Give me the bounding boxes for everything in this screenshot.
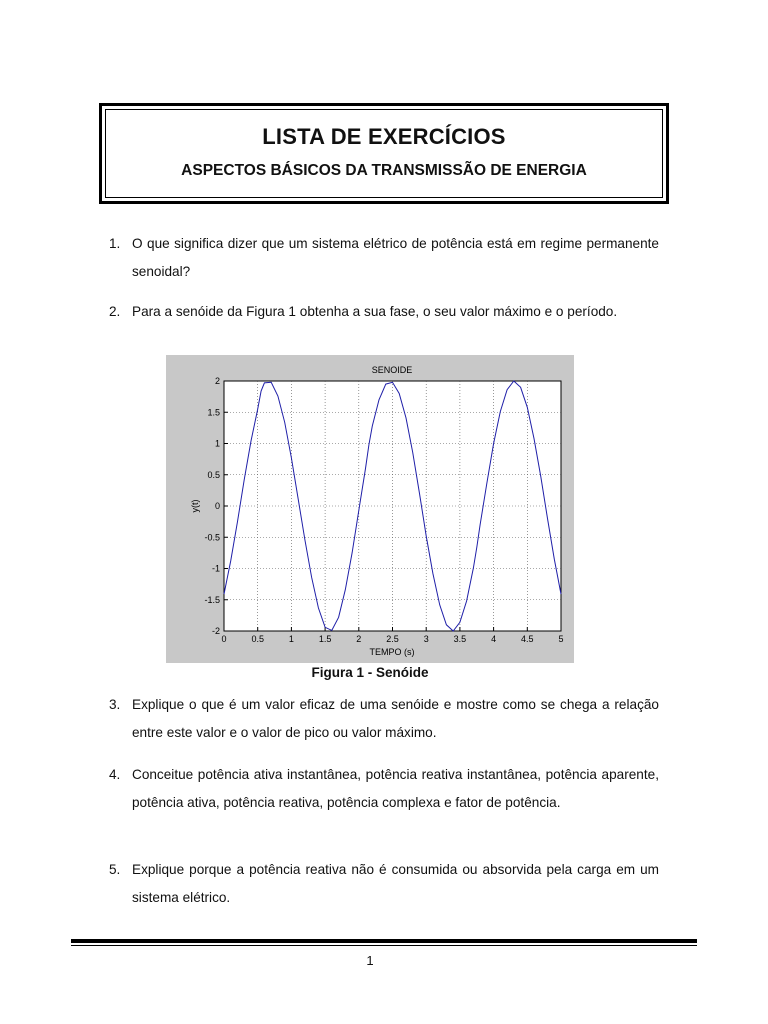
question-2 xyxy=(109,298,659,326)
page-number: 1 xyxy=(366,953,374,968)
y-tick-label: -1.5 xyxy=(204,594,220,605)
question-number: 4. xyxy=(109,767,121,782)
footer-rule-thin xyxy=(71,945,697,946)
title-frame xyxy=(105,109,663,198)
figure-caption: Figura 1 - Senóide xyxy=(311,665,429,680)
document-subtitle: ASPECTOS BÁSICOS DA TRANSMISSÃO DE ENERGIA xyxy=(181,162,587,179)
y-tick-label: -0.5 xyxy=(204,532,220,543)
chart-title: SENOIDE xyxy=(371,365,413,375)
question-text: Explique o que é um valor eficaz de uma senóide e mostre como se chega a relação entre este valor e o valor de pico ou valor máximo. xyxy=(132,697,659,740)
y-tick-label: 1.5 xyxy=(207,407,220,418)
x-tick-label: 2 xyxy=(356,634,362,644)
footer-rule-thick xyxy=(71,939,697,943)
question-3 xyxy=(109,691,659,747)
question-number: 1. xyxy=(109,236,121,251)
question-4 xyxy=(109,761,659,817)
x-tick-label: 3 xyxy=(423,634,429,644)
y-tick-label: 2 xyxy=(214,376,220,386)
y-tick-label: 0.5 xyxy=(207,469,220,480)
sine-chart-svg xyxy=(166,355,574,663)
document-title: LISTA DE EXERCÍCIOS xyxy=(262,124,506,149)
x-tick-label: 5 xyxy=(558,634,564,644)
y-tick-label: -1 xyxy=(211,563,220,574)
x-tick-label: 3.5 xyxy=(453,634,467,644)
y-axis-label: y(t) xyxy=(190,499,200,513)
x-tick-label: 4 xyxy=(491,634,497,644)
x-tick-label: 0 xyxy=(221,634,227,644)
x-tick-label: 0.5 xyxy=(251,634,264,644)
x-tick-label: 1.5 xyxy=(318,634,332,644)
x-tick-label: 1 xyxy=(288,634,294,644)
question-text: Conceitue potência ativa instantânea, potência reativa instantânea, potência aparente, potência ativa, potência reativa, potência complexa e fator de potência. xyxy=(132,767,659,810)
question-1 xyxy=(109,230,659,286)
x-axis-label: TEMPO (s) xyxy=(369,647,415,657)
y-tick-label: -2 xyxy=(211,626,220,636)
question-text: Para a senóide da Figura 1 obtenha a sua fase, o seu valor máximo e o período. xyxy=(132,304,618,319)
y-tick-label: 0 xyxy=(214,501,220,511)
question-number: 3. xyxy=(109,697,121,712)
x-tick-label: 2.5 xyxy=(386,634,399,644)
question-number: 2. xyxy=(109,304,121,319)
title-box xyxy=(99,103,669,204)
question-5 xyxy=(109,856,659,912)
y-tick-label: 1 xyxy=(214,438,220,449)
question-text: Explique porque a potência reativa não é consumida ou absorvida pela carga em um sistema elétrico. xyxy=(132,862,659,905)
sine-chart xyxy=(166,355,574,663)
question-number: 5. xyxy=(109,862,121,877)
question-text: O que significa dizer que um sistema elétrico de potência está em regime permanente senoidal? xyxy=(132,236,659,279)
x-tick-label: 4.5 xyxy=(521,634,534,644)
